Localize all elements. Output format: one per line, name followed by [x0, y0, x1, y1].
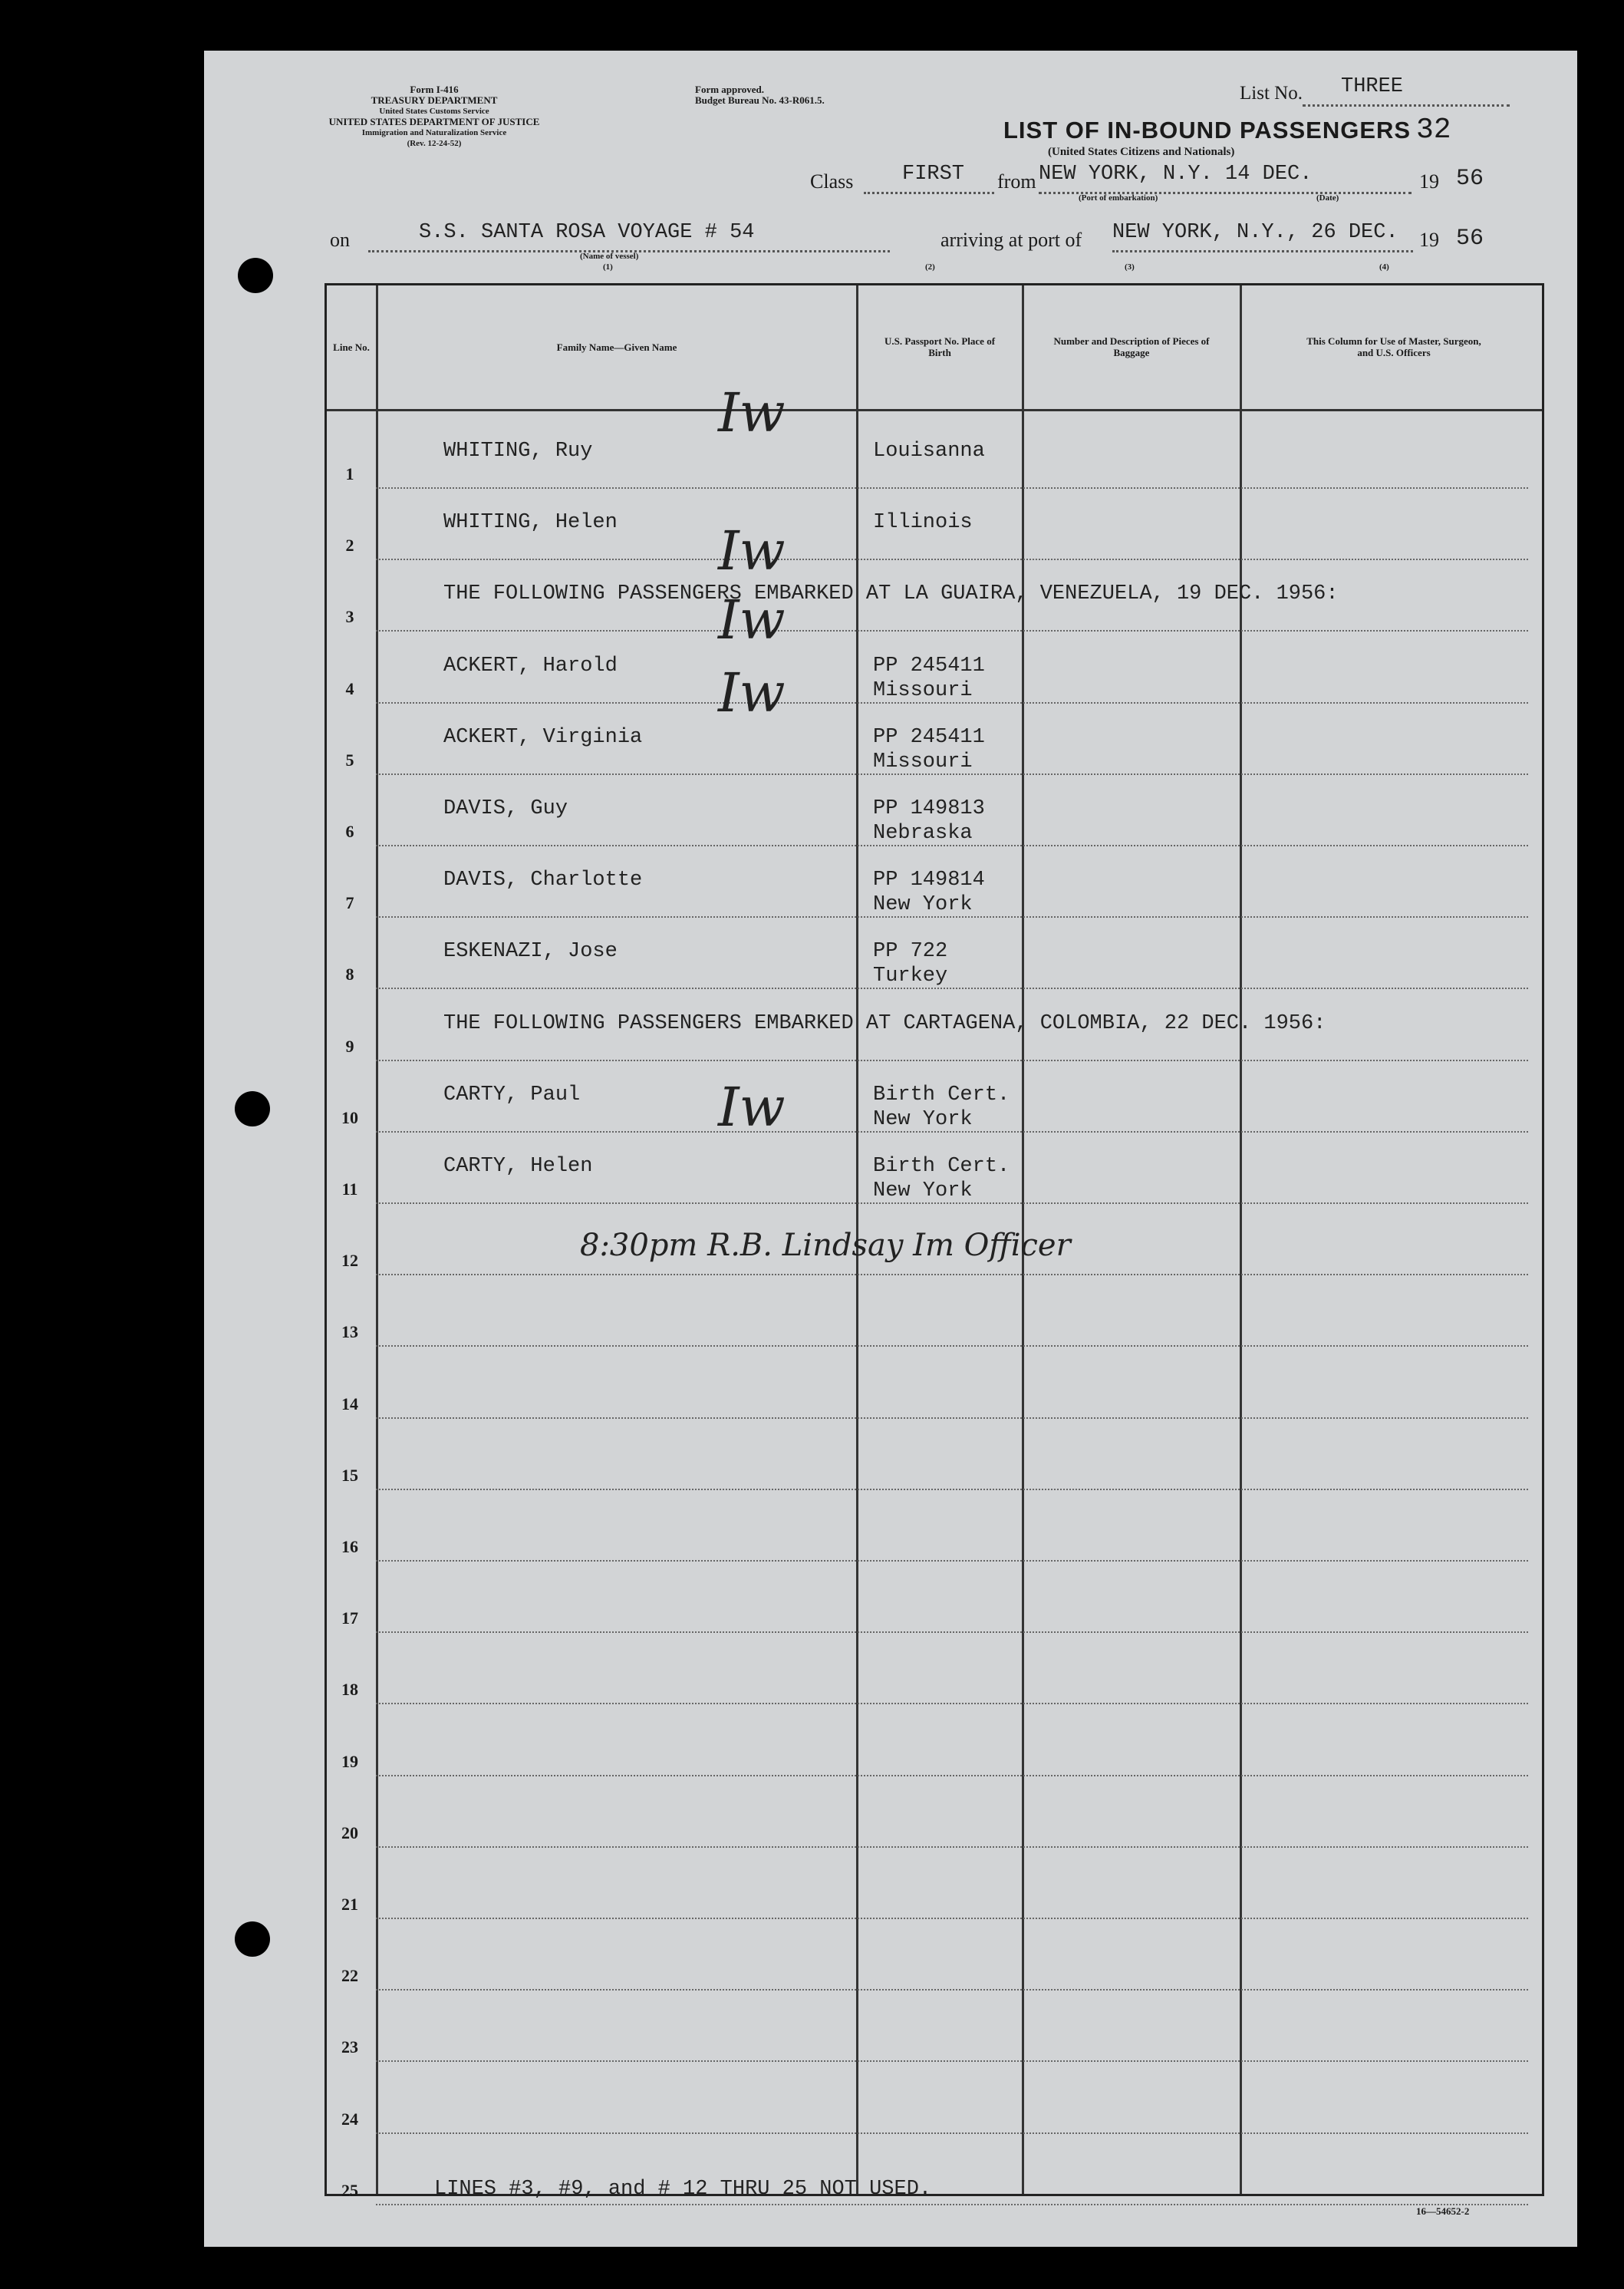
row-rule	[376, 2060, 1528, 2062]
vessel-value: S.S. SANTA ROSA VOYAGE # 54	[419, 221, 755, 244]
inspector-mark: Iw	[718, 1076, 786, 1139]
punch-hole	[238, 258, 273, 293]
passenger-name: ESKENAZI, Jose	[443, 940, 618, 964]
arriving-label: arriving at port of	[940, 229, 1082, 251]
row-rule	[376, 702, 1528, 704]
passenger-name: CARTY, Paul	[443, 1083, 581, 1107]
line-number: 21	[341, 1895, 358, 1914]
from-label: from	[997, 170, 1036, 193]
line-number: 10	[341, 1107, 358, 1127]
punch-hole	[235, 1921, 270, 1957]
page-number: 32	[1416, 114, 1451, 147]
passenger-name: DAVIS, Guy	[443, 797, 568, 820]
row-rule	[376, 1060, 1528, 1061]
line-number: 4	[345, 678, 354, 698]
passport-no: Birth Cert.	[873, 1155, 1010, 1178]
line-number: 16	[341, 1537, 358, 1556]
passenger-name: ACKERT, Virginia	[443, 725, 643, 749]
line-number: 12	[341, 1251, 358, 1271]
row-rule	[376, 773, 1528, 775]
col-header-officers: This Column for Use of Master, Surgeon, and U.S. Officers	[1306, 335, 1481, 358]
passport-no: Birth Cert.	[873, 1083, 1010, 1107]
col-header-name: Family Name—Given Name	[556, 341, 677, 353]
list-no-value: THREE	[1341, 75, 1404, 98]
place-of-birth: Nebraska	[873, 822, 973, 845]
customs-service: United States Customs Service	[379, 107, 489, 116]
immigration-service: Immigration and Naturalization Service	[361, 128, 507, 137]
row-rule	[376, 1631, 1528, 1633]
row-rule	[376, 988, 1528, 989]
passport-no: PP 149814	[873, 869, 985, 892]
row-rule	[376, 1918, 1528, 1919]
arrival-year: 56	[1456, 226, 1484, 252]
line-number: 13	[341, 1322, 358, 1342]
budget-bureau: Budget Bureau No. 43-R061.5.	[695, 94, 825, 106]
passport-no: Illinois	[873, 511, 973, 535]
col-divider	[1240, 285, 1242, 2194]
line-number: 9	[345, 1036, 354, 1056]
place-of-birth: Turkey	[873, 965, 948, 988]
page-title: LIST OF IN-BOUND PASSENGERS	[1003, 117, 1412, 143]
line-number: 14	[341, 1394, 358, 1413]
on-label: on	[330, 229, 350, 251]
revision-date: (Rev. 12-24-52)	[407, 139, 462, 148]
form-header-left	[319, 84, 549, 149]
row-rule	[376, 916, 1528, 918]
col-divider	[376, 285, 378, 2194]
line-number: 22	[341, 1966, 358, 1986]
place-of-birth: Missouri	[873, 678, 973, 702]
row-rule	[376, 559, 1528, 560]
manifest-sheet	[204, 51, 1577, 2247]
caption-3: (3)	[1125, 262, 1135, 272]
passenger-name: ACKERT, Harold	[443, 654, 618, 678]
row-rule	[376, 2132, 1528, 2134]
line-number: 8	[345, 965, 354, 985]
line-number: 24	[341, 2109, 358, 2129]
row-rule	[376, 1131, 1528, 1133]
passenger-table	[324, 283, 1544, 2201]
embarkation-note: THE FOLLOWING PASSENGERS EMBARKED AT CARTAGENA, COLOMBIA, 22 DEC. 1956:	[443, 1011, 1326, 1035]
col-header-passport: U.S. Passport No. Place of Birth	[884, 335, 996, 358]
line-number: 25	[341, 2180, 358, 2200]
line-number: 15	[341, 1465, 358, 1485]
page-subtitle: (United States Citizens and Nationals)	[1048, 146, 1235, 158]
caption-2: (2)	[925, 262, 935, 272]
inspector-mark: Iw	[718, 661, 786, 724]
from-year-prefix: 19	[1419, 170, 1439, 193]
place-of-birth: New York	[873, 1179, 973, 1202]
place-of-birth: New York	[873, 1107, 973, 1131]
from-field	[1039, 163, 1412, 194]
line-number: 2	[345, 536, 354, 556]
class-field	[864, 163, 994, 194]
port-caption: (Port of embarkation)	[1079, 193, 1158, 203]
row-rule	[376, 2204, 1528, 2205]
passenger-name: CARTY, Helen	[443, 1155, 593, 1178]
line-number: 7	[345, 893, 354, 913]
line-number: 18	[341, 1680, 358, 1700]
row-rule	[376, 487, 1528, 489]
line-number: 3	[345, 607, 354, 627]
passport-no: PP 149813	[873, 797, 985, 820]
row-rule	[376, 1703, 1528, 1704]
passenger-name: WHITING, Ruy	[443, 440, 593, 463]
caption-4: (4)	[1379, 262, 1389, 272]
line-number: 11	[341, 1179, 358, 1199]
line-number: 1	[345, 464, 354, 483]
caption-1: (1)	[603, 262, 613, 272]
passport-no: Louisanna	[873, 440, 985, 463]
row-rule	[376, 1560, 1528, 1562]
row-rule	[376, 1775, 1528, 1776]
row-rule	[376, 1345, 1528, 1347]
line-number: 6	[345, 822, 354, 841]
line-number: 17	[341, 1608, 358, 1628]
list-no-label: List No.	[1240, 83, 1303, 104]
passport-no: PP 245411	[873, 654, 985, 678]
line-number: 19	[341, 1751, 358, 1771]
header-rule	[327, 409, 1542, 411]
class-value: FIRST	[902, 163, 965, 186]
from-value: NEW YORK, N.Y. 14 DEC.	[1039, 163, 1313, 186]
line-number: 20	[341, 1822, 358, 1842]
line-number: 5	[345, 750, 354, 770]
row-rule	[376, 1417, 1528, 1419]
treasury-dept: TREASURY DEPARTMENT	[371, 94, 498, 106]
approval-line: Form approved.	[695, 84, 765, 95]
row-rule	[376, 630, 1528, 632]
punch-hole	[235, 1091, 270, 1126]
passport-no: PP 722	[873, 940, 948, 964]
col-header-line: Line No.	[333, 341, 370, 353]
inspector-mark: Iw	[718, 381, 786, 444]
col-header-baggage: Number and Description of Pieces of Baggage	[1053, 335, 1210, 358]
passport-no: PP 245411	[873, 725, 985, 749]
list-no-field	[1303, 77, 1510, 107]
inspector-mark: Iw	[718, 519, 786, 582]
class-label: Class	[810, 170, 854, 193]
dept-justice: UNITED STATES DEPARTMENT OF JUSTICE	[328, 116, 540, 127]
vessel-caption: (Name of vessel)	[580, 252, 639, 261]
vessel-field	[368, 221, 890, 252]
arrival-year-prefix: 19	[1419, 229, 1439, 251]
passenger-name: WHITING, Helen	[443, 511, 618, 535]
officer-signature: 8:30pm R.B. Lindsay Im Officer	[580, 1228, 1071, 1264]
arrival-value: NEW YORK, N.Y., 26 DEC.	[1112, 221, 1398, 244]
form-approval	[695, 84, 825, 106]
place-of-birth: New York	[873, 893, 973, 917]
row-rule	[376, 1846, 1528, 1848]
form-code: 16—54652-2	[1416, 2205, 1470, 2217]
row-rule	[376, 1202, 1528, 1204]
row-rule	[376, 1274, 1528, 1275]
embarkation-note: THE FOLLOWING PASSENGERS EMBARKED AT LA GUAIRA, VENEZUELA, 19 DEC. 1956:	[443, 582, 1339, 606]
inspector-mark: Iw	[718, 589, 786, 651]
form-number: Form I-416	[410, 84, 459, 95]
arrival-field	[1112, 221, 1413, 252]
line-number: 23	[341, 2037, 358, 2057]
row-rule	[376, 1489, 1528, 1490]
passenger-name: DAVIS, Charlotte	[443, 869, 643, 892]
row-rule	[376, 1989, 1528, 1991]
from-year: 56	[1456, 166, 1484, 192]
embarkation-note: LINES #3, #9, and # 12 THRU 25 NOT USED.	[434, 2177, 932, 2201]
place-of-birth: Missouri	[873, 750, 973, 773]
date-caption: (Date)	[1316, 193, 1339, 203]
row-rule	[376, 845, 1528, 846]
